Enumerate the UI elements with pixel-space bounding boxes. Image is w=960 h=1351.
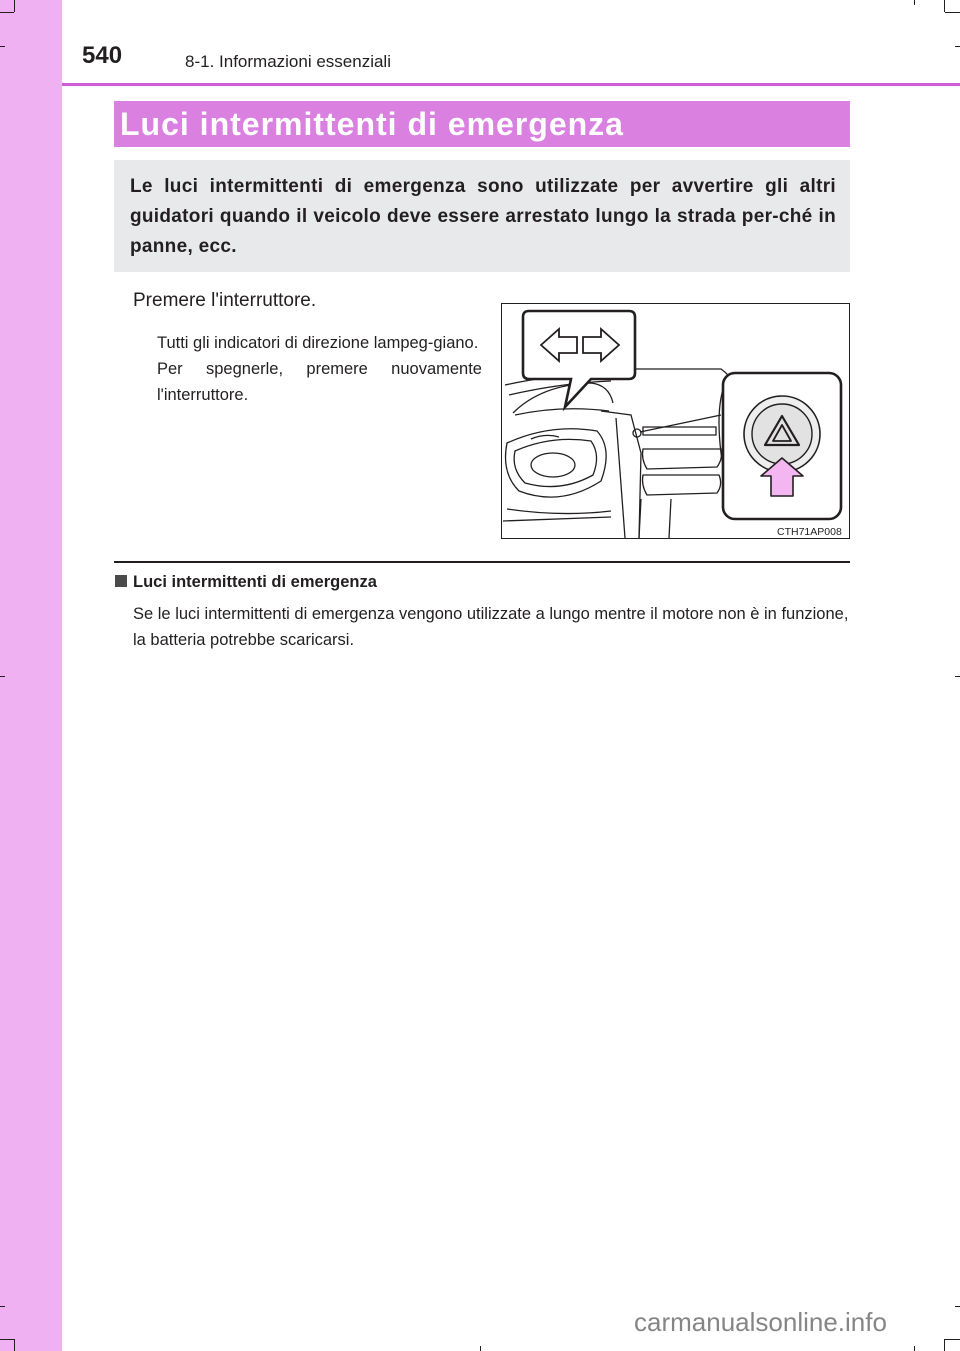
dashboard-illustration: [501, 303, 850, 539]
step-description: [157, 330, 482, 408]
step-title: Premere l'interruttore.: [133, 290, 317, 311]
watermark: carmanualsonline.info: [634, 1307, 887, 1337]
section-label: 8-1. Informazioni essenziali: [185, 52, 391, 71]
header-rule: [62, 83, 960, 86]
hazard-switch-callout: [723, 373, 841, 519]
note-title: Luci intermittenti di emergenza: [133, 573, 377, 591]
note-body: Se le luci intermittenti di emergenza vengono utilizzate a lungo mentre il motore non è in funzione, la batteria potrebbe scaricarsi.: [133, 605, 849, 649]
step-desc-line-1: Tutti gli indicatori di direzione lampeg-giano.: [157, 334, 479, 352]
page-title: Luci intermittenti di emergenza: [120, 106, 624, 142]
side-color-strip: [0, 0, 62, 1351]
section-divider: [114, 561, 850, 563]
intro-text: Le luci intermittenti di emergenza sono utilizzate per avvertire gli altri guidatori quando il veicolo deve essere arrestato lungo la strada per-ché in panne, ecc.: [130, 176, 836, 257]
figure-code: CTH71AP008: [777, 526, 842, 538]
note-bullet-icon: [115, 575, 127, 587]
step-desc-line-2: Per spegnerle, premere nuovamente l'interruttore.: [157, 360, 482, 404]
page-number: 540: [82, 42, 123, 69]
